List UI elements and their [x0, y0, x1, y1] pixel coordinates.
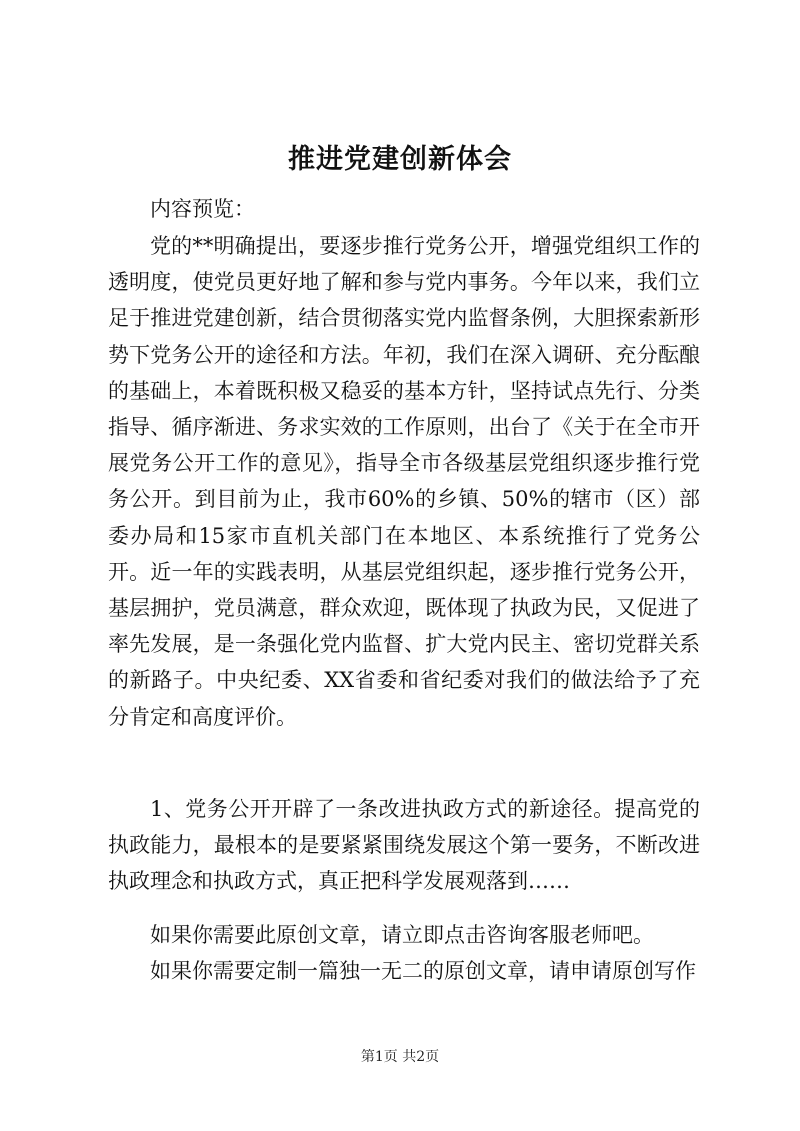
body-paragraph-intro: 党的**明确提出，要逐步推行党务公开，增强党组织工作的透明度，使党员更好地了解和参与党内事务。今年以来，我们立足于推进党建创新，结合贯彻落实党内监督条例，大胆探索新形势下党务公开的途径和方法。年初，我们在深入调研、充分酝酿的基础上，本着既积极又稳妥的基本方针，坚持试点先行、分类指导、循序渐进、务求实效的工作原则，出台了《关于在全市开展党务公开工作的意见》，指导全市各级基层党组织逐步推行党务公开。到目前为止，我市60%的乡镇、50%的辖市（区）部委办局和15家市直机关部门在本地区、本系统推行了党务公开。近一年的实践表明，从基层党组织起，逐步推行党务公开，基层拥护，党员满意，群众欢迎，既体现了执政为民，又促进了率先发展，是一条强化党内监督、扩大党内民主、密切党群关系的新路子。中央纪委、XX省委和省纪委对我们的做法给予了充分肯定和高度评价。	[108, 234, 700, 729]
body-paragraph-point-1: 1、党务公开开辟了一条改进执政方式的新途径。提高党的执政能力，最根本的是要紧紧围绕发展这个第一要务，不断改进执政理念和执政方式，真正把科学发展观落到……	[108, 797, 700, 894]
body-paragraph-contact-service: 如果你需要此原创文章，请立即点击咨询客服老师吧。	[150, 923, 654, 947]
page-number-footer: 第1页 共2页	[360, 1049, 440, 1065]
document-title: 推进党建创新体会	[288, 144, 512, 175]
preview-label: 内容预览：	[150, 197, 255, 221]
body-paragraph-custom-writing: 如果你需要定制一篇独一无二的原创文章，请申请原创写作	[150, 959, 696, 983]
